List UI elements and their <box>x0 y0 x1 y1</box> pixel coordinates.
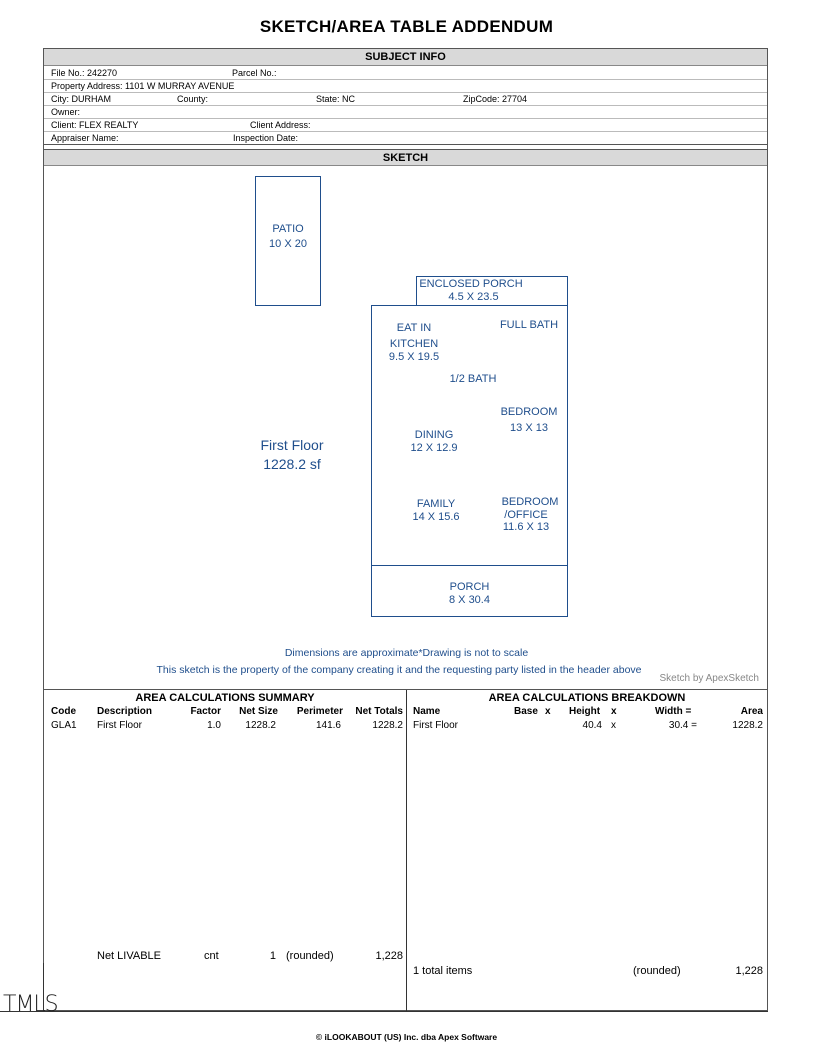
addendum-frame <box>43 48 768 1011</box>
client: Client: FLEX REALTY <box>51 120 139 130</box>
logo-underline <box>0 1011 768 1012</box>
subject-info-header: SUBJECT INFO <box>44 49 767 66</box>
scale-note: Dimensions are approximate*Drawing is not to scale <box>284 647 529 659</box>
bedroom-label: BEDROOM <box>500 406 558 418</box>
sketch-drawing <box>44 167 767 689</box>
col-base: Base <box>514 706 538 717</box>
family-dims: 14 X 15.6 <box>412 511 460 523</box>
col-x1: x <box>545 706 551 717</box>
sketch-credit: Sketch by ApexSketch <box>659 673 759 684</box>
row-width: 30.4 = <box>668 720 697 731</box>
bedroom-office-dims: 11.6 X 13 <box>502 521 550 533</box>
col-description: Description <box>97 706 153 717</box>
bedroom-office-label: BEDROOM <box>501 496 559 508</box>
area-summary <box>44 691 406 1010</box>
row-area: 1228.2 <box>732 720 763 731</box>
col-width: Width = <box>655 706 692 717</box>
info-row-owner <box>44 106 767 119</box>
full-bath-label: FULL BATH <box>499 319 559 331</box>
bedroom-dims: 13 X 13 <box>510 422 548 434</box>
floor-label: First Floor <box>260 437 324 453</box>
area-breakdown <box>407 691 767 1010</box>
col-net-totals: Net Totals <box>355 706 403 717</box>
copyright-footer: © iLOOKABOUT (US) Inc. dba Apex Software <box>315 1032 498 1042</box>
office-label: /OFFICE <box>504 509 548 521</box>
zip-code: ZipCode: 27704 <box>463 94 528 104</box>
col-x2: x <box>611 706 617 717</box>
inspection-date: Inspection Date: <box>233 133 299 143</box>
state: State: NC <box>316 94 356 104</box>
client-address: Client Address: <box>250 120 311 130</box>
enclosed-porch-label: ENCLOSED PORCH <box>419 278 523 290</box>
row-net-size: 1228.2 <box>245 720 276 731</box>
file-no: File No.: 242270 <box>51 68 118 78</box>
breakdown-header: AREA CALCULATIONS BREAKDOWN <box>488 692 686 704</box>
col-perimeter: Perimeter <box>296 706 343 717</box>
dining-label: DINING <box>414 429 454 441</box>
kitchen-label: KITCHEN <box>389 338 439 350</box>
city: City: DURHAM <box>51 94 111 104</box>
patio-dims: 10 X 20 <box>269 238 307 250</box>
row-perimeter: 141.6 <box>315 720 341 731</box>
breakdown-rounded: (rounded) <box>633 965 681 977</box>
enclosed-porch-dims: 4.5 X 23.5 <box>448 291 499 303</box>
col-factor: Factor <box>190 706 221 717</box>
county: County: <box>177 94 209 104</box>
info-row-appraiser <box>44 132 767 145</box>
kitchen-dims: 9.5 X 19.5 <box>388 351 440 363</box>
sketch-header: SKETCH <box>44 149 767 166</box>
net-livable-label: Net LIVABLE <box>97 950 161 962</box>
tmls-logo: TMLS <box>3 992 58 1017</box>
floor-area: 1228.2 sf <box>263 456 321 472</box>
row-x: x <box>611 720 616 731</box>
col-name: Name <box>413 706 441 717</box>
appraiser-name: Appraiser Name: <box>51 133 119 143</box>
col-area: Area <box>740 706 763 717</box>
page-title: SKETCH/AREA TABLE ADDENDUM <box>259 17 554 36</box>
info-row-file <box>44 67 767 80</box>
net-livable-count: 1 <box>269 950 276 962</box>
eat-in-label: EAT IN <box>396 322 432 334</box>
row-code: GLA1 <box>51 720 77 731</box>
property-address: Property Address: 1101 W MURRAY AVENUE <box>51 81 235 91</box>
net-livable-total: 1,228 <box>375 950 403 962</box>
porch-dims: 8 X 30.4 <box>449 594 490 606</box>
row-factor: 1.0 <box>207 720 221 731</box>
row-description: First Floor <box>97 720 142 731</box>
row-height: 40.4 <box>582 720 602 731</box>
info-row-address <box>44 80 767 93</box>
net-livable-rounded: (rounded) <box>286 950 334 962</box>
total-items: 1 total items <box>413 965 473 977</box>
col-code: Code <box>51 706 76 717</box>
row-net-totals: 1228.2 <box>372 720 403 731</box>
half-bath-label: 1/2 BATH <box>449 373 497 385</box>
property-note: This sketch is the property of the company creating it and the requesting party listed in the header above <box>156 664 642 676</box>
col-height: Height <box>569 706 601 717</box>
family-label: FAMILY <box>416 498 456 510</box>
patio-label: PATIO <box>272 223 304 235</box>
info-row-client <box>44 119 767 132</box>
parcel-no: Parcel No.: <box>232 68 277 78</box>
summary-header: AREA CALCULATIONS SUMMARY <box>135 692 315 704</box>
net-livable-cnt: cnt <box>204 950 219 962</box>
info-row-city <box>44 93 767 106</box>
porch-label: PORCH <box>449 581 490 593</box>
col-net-size: Net Size <box>239 706 278 717</box>
dining-dims: 12 X 12.9 <box>410 442 458 454</box>
row-name: First Floor <box>413 720 458 731</box>
owner: Owner: <box>51 107 81 117</box>
breakdown-total: 1,228 <box>735 965 763 977</box>
